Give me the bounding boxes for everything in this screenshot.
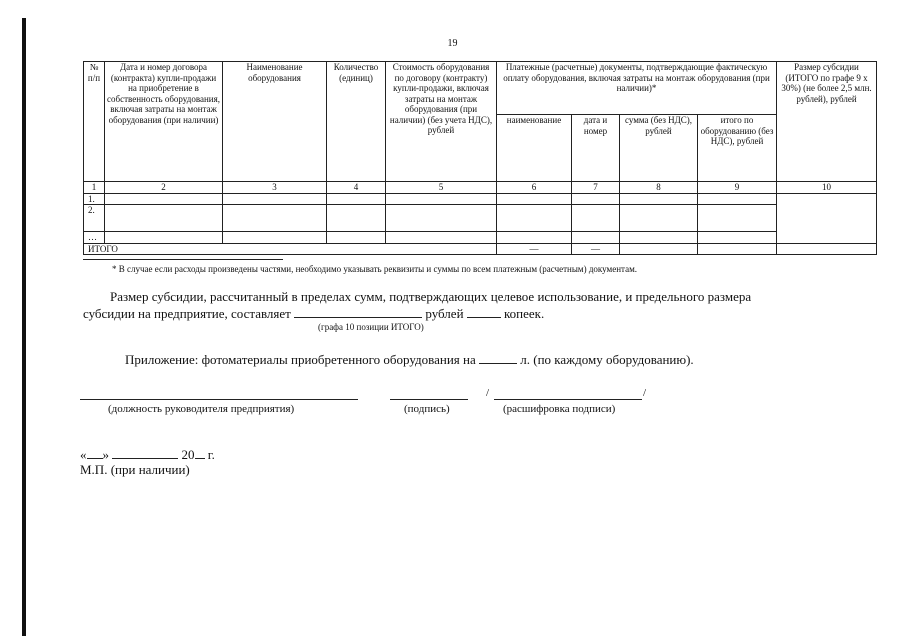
position-caption: (должность руководителя предприятия) xyxy=(108,403,295,415)
col-number: 6 xyxy=(497,182,572,194)
slash-left: / xyxy=(486,387,490,399)
subsidy-line-1: Размер субсидии, рассчитанный в пределах сумм, подтверждающих целевое использование, и предельного размера xyxy=(110,289,752,304)
col-number: 7 xyxy=(572,182,620,194)
table-row xyxy=(84,205,877,232)
row-number: 2. xyxy=(84,205,105,232)
stamp-label: М.П. (при наличии) xyxy=(80,462,190,477)
col-number: 3 xyxy=(223,182,327,194)
subheader-total: итого по оборудованию (без НДС), рублей xyxy=(698,115,777,182)
scan-edge xyxy=(22,18,26,636)
table-row xyxy=(84,232,877,244)
footnote: * В случае если расходы произведены частями, необходимо указывать реквизиты и суммы по всем платежным (расчетным) документам. xyxy=(112,264,638,274)
date-line xyxy=(80,446,215,463)
col-number: 5 xyxy=(386,182,497,194)
header-quantity: Количество (единиц) xyxy=(327,62,386,182)
subsidy-line-2 xyxy=(83,305,544,322)
header-subsidy: Размер субсидии (ИТОГО по графе 9 х 30%) (не более 2,5 млн. рублей), рублей xyxy=(777,62,877,182)
col-number: 2 xyxy=(105,182,223,194)
col-number: 8 xyxy=(620,182,698,194)
decoding-caption: (расшифровка подписи) xyxy=(503,403,616,415)
quote-close: » xyxy=(102,447,109,462)
subsidy-note: (графа 10 позиции ИТОГО) xyxy=(318,322,424,332)
footnote-separator xyxy=(83,259,283,260)
header-cost: Стоимость оборудования по договору (контракту) купли-продажи, включая затраты на монтаж оборудования (при наличии) (без учета НДС), рублей xyxy=(386,62,497,182)
header-payment-docs: Платежные (расчетные) документы, подтверждающие фактическую оплату оборудования, включая затраты на монтаж оборудования (при наличии)* xyxy=(497,62,777,115)
quote-open: « xyxy=(80,447,87,462)
row-number: 1. xyxy=(84,193,105,205)
total-dash: — xyxy=(497,243,572,255)
kop-label: копеек. xyxy=(504,306,545,321)
total-dash: — xyxy=(572,243,620,255)
signature-caption: (подпись) xyxy=(404,403,450,415)
year-field[interactable] xyxy=(195,446,205,459)
attachment-line xyxy=(125,351,694,368)
day-field[interactable] xyxy=(87,446,103,459)
col-number: 9 xyxy=(698,182,777,194)
decoding-line[interactable] xyxy=(494,399,642,400)
attachment-text: Приложение: фотоматериалы приобретенного оборудования на xyxy=(125,352,476,367)
subsidy-amount-field[interactable] xyxy=(294,305,422,318)
rub-label: рублей xyxy=(425,306,464,321)
signature-line[interactable] xyxy=(390,399,468,400)
payment-table xyxy=(83,61,877,255)
subheader-date-number: дата и номер xyxy=(572,115,620,182)
month-field[interactable] xyxy=(112,446,178,459)
year-prefix: 20 xyxy=(181,447,195,462)
header-equipment-name: Наименование оборудования xyxy=(223,62,327,182)
col-number: 10 xyxy=(777,182,877,194)
total-row xyxy=(84,243,877,255)
kopeck-field[interactable] xyxy=(467,305,501,318)
header-contract: Дата и номер договора (контракта) купли-продажи на приобретение в собственность оборудования, включая затраты на монтаж оборудования (при наличии) xyxy=(105,62,223,182)
column-numbers-row xyxy=(84,182,877,194)
slash-right: / xyxy=(643,387,647,399)
table-row xyxy=(84,193,877,205)
subheader-sum: сумма (без НДС), рублей xyxy=(620,115,698,182)
col-number: 1 xyxy=(84,182,105,194)
page-number: 19 xyxy=(447,38,458,49)
col-number: 4 xyxy=(327,182,386,194)
sheets-count-field[interactable] xyxy=(479,351,517,364)
year-suffix: г. xyxy=(207,447,215,462)
attachment-end: л. (по каждому оборудованию). xyxy=(520,352,694,367)
total-label: ИТОГО xyxy=(84,243,497,255)
row-number: … xyxy=(84,232,105,244)
subheader-doc-name: наименование xyxy=(497,115,572,182)
subsidy-text: субсидии на предприятие, составляет xyxy=(83,306,291,321)
position-line[interactable] xyxy=(80,399,358,400)
header-num: № п/п xyxy=(84,62,105,182)
